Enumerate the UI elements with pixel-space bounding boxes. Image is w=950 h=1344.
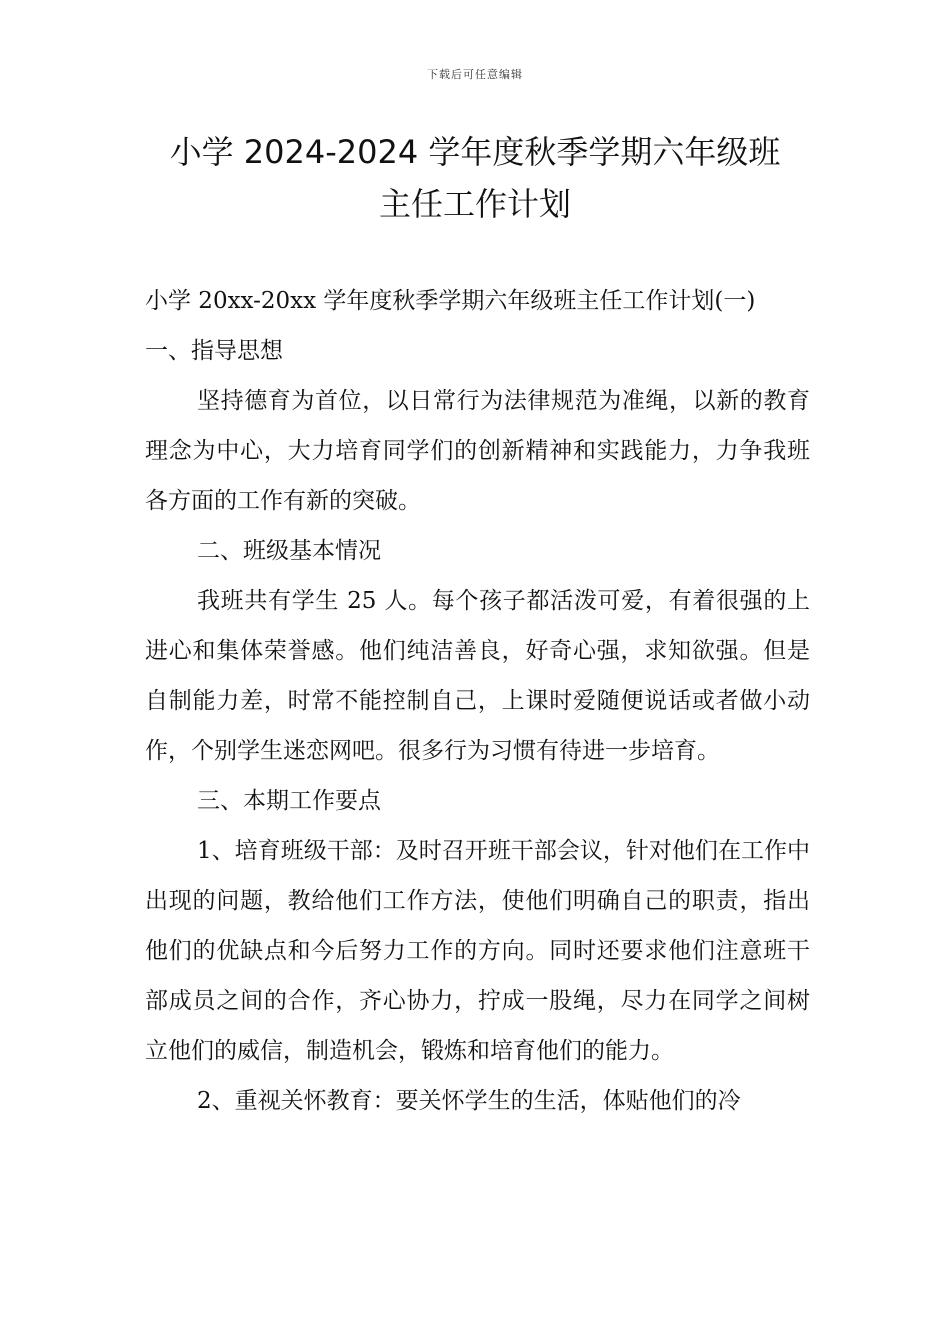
header-note: 下载后可任意编辑 (427, 68, 523, 81)
section-heading-guiding-thought: 一、指导思想 (145, 338, 283, 364)
section-heading-work-points: 三、本期工作要点 (197, 788, 381, 814)
paragraph-cadre-training: 1、培育班级干部：及时召开班干部会议，针对他们在工作中出现的问题，教给他们工作方法，使他们明确自己的职责，指出他们的优缺点和今后努力工作的方向。同时还要求他们注意班干部成员之间的合作，齐心协力，拧成一股绳，尽力在同学之间树立他们的威信，制造机会，锻炼和培育他们的能力。 (145, 838, 810, 1064)
section-heading-class-situation: 二、班级基本情况 (197, 538, 381, 564)
paragraph-care-education: 2、重视关怀教育：要关怀学生的生活，体贴他们的冷 (197, 1088, 741, 1114)
title-line-1: 小学 2024-2024 学年度秋季学期六年级班 (169, 133, 781, 171)
title-line-2: 主任工作计划 (378, 185, 571, 223)
plan-subtitle: 小学 20xx-20xx 学年度秋季学期六年级班主任工作计划(一) (145, 288, 756, 314)
paragraph-guiding-thought: 坚持德育为首位，以日常行为法律规范为准绳，以新的教育理念为中心，大力培育同学们的创新精神和实践能力，力争我班各方面的工作有新的突破。 (145, 388, 810, 514)
document-body (145, 276, 810, 1126)
document-title (120, 126, 830, 230)
paragraph-class-situation: 我班共有学生 25 人。每个孩子都活泼可爱，有着很强的上进心和集体荣誉感。他们纯洁善良，好奇心强，求知欲强。但是自制能力差，时常不能控制自己，上课时爱随便说话或者做小动作，个别学生迷恋网吧。很多行为习惯有待进一步培育。 (145, 588, 810, 764)
